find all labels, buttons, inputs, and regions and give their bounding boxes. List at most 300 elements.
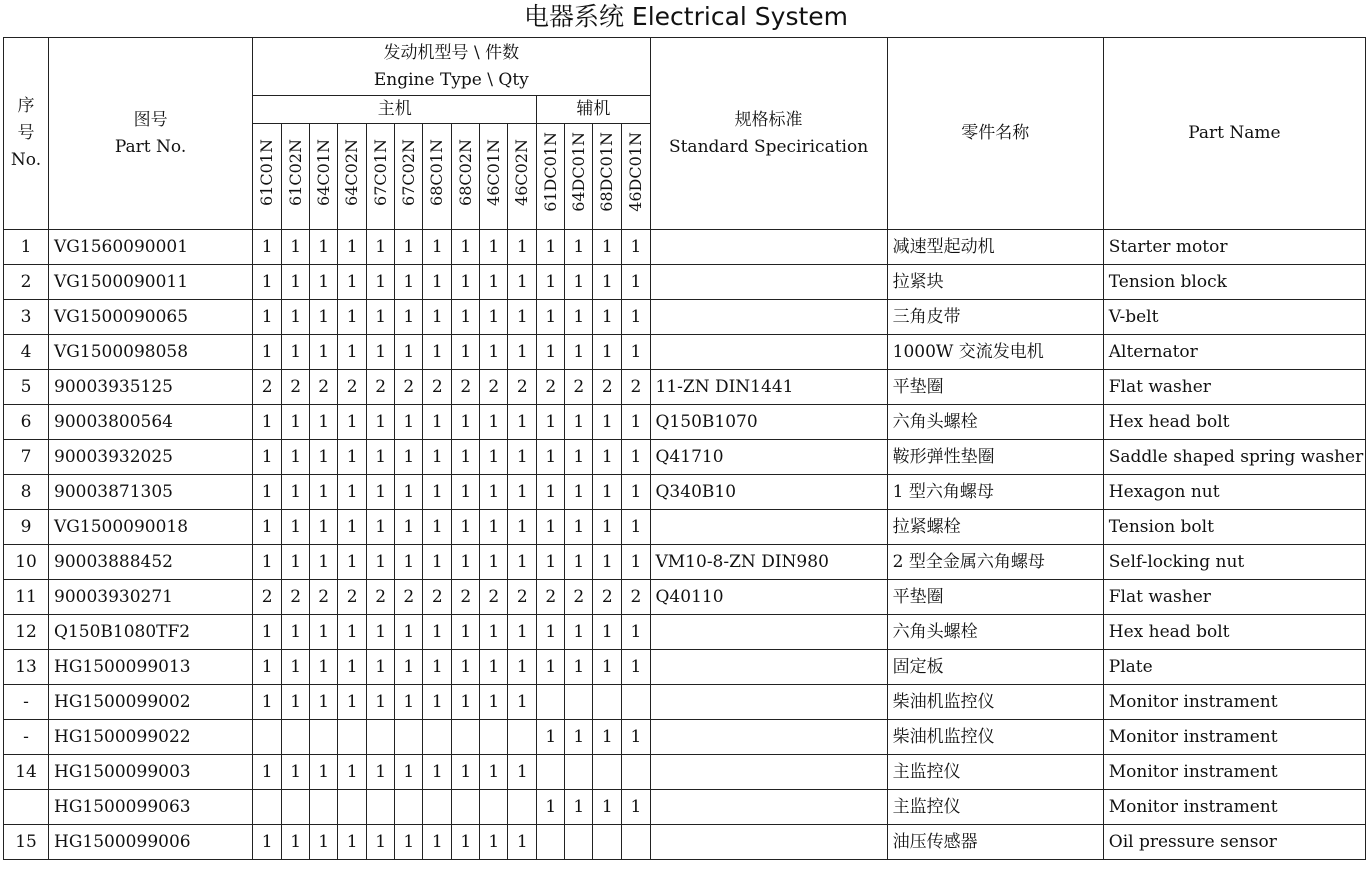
cell-qty: 2 (622, 580, 650, 615)
header-part-no-cn: 图号 (133, 109, 168, 130)
cell-qty: 1 (395, 615, 423, 650)
header-seq-en: No. (10, 150, 42, 170)
cell-qty: 1 (508, 335, 537, 370)
cell-part-no: HG1500099013 (49, 650, 253, 685)
cell-qty: 1 (423, 825, 452, 860)
cell-qty: 2 (593, 580, 622, 615)
header-spec-cn: 规格标准 (734, 109, 803, 130)
cell-qty: 1 (282, 300, 310, 335)
engine-code-label: 46C02N (512, 138, 532, 206)
cell-qty: 1 (593, 720, 622, 755)
cell-part-no: VG1500090011 (49, 265, 253, 300)
cell-qty: 1 (452, 300, 480, 335)
cell-qty: 1 (452, 230, 480, 265)
cell-qty: 1 (593, 475, 622, 510)
cell-qty: 1 (338, 825, 367, 860)
cell-part-no: HG1500099022 (49, 720, 253, 755)
cell-qty: 1 (565, 790, 593, 825)
cell-qty: 2 (537, 370, 565, 405)
cell-qty: 1 (480, 230, 508, 265)
cell-qty: 1 (593, 615, 622, 650)
cell-qty: 1 (452, 650, 480, 685)
cell-qty: 1 (593, 405, 622, 440)
header-part-no (49, 38, 253, 230)
cell-spec: 11-ZN DIN1441 (650, 370, 887, 405)
cell-qty: 1 (537, 545, 565, 580)
cell-qty: 2 (537, 580, 565, 615)
cell-qty: 1 (480, 405, 508, 440)
cell-qty: 2 (338, 370, 367, 405)
cell-qty: 2 (395, 580, 423, 615)
cell-qty: 1 (622, 405, 650, 440)
engine-code-header (593, 124, 622, 230)
cell-name-en: Monitor instrament (1103, 685, 1365, 720)
cell-qty: 1 (367, 475, 395, 510)
cell-qty: 1 (310, 265, 338, 300)
cell-qty: 1 (452, 545, 480, 580)
cell-qty (537, 825, 565, 860)
cell-qty (622, 755, 650, 790)
header-engine-en: Engine Type \ Qty (373, 69, 529, 90)
cell-part-no: VG1500098058 (49, 335, 253, 370)
header-spec (650, 38, 887, 230)
table-row (4, 790, 1366, 825)
cell-qty: 1 (367, 440, 395, 475)
engine-code-header (622, 124, 650, 230)
cell-qty (537, 685, 565, 720)
cell-qty: 1 (480, 300, 508, 335)
cell-qty: 1 (367, 510, 395, 545)
table-row (4, 370, 1366, 405)
cell-qty: 1 (480, 335, 508, 370)
cell-qty: 1 (338, 475, 367, 510)
cell-qty: 2 (423, 580, 452, 615)
cell-qty: 1 (395, 265, 423, 300)
cell-qty (508, 790, 537, 825)
cell-qty: 1 (565, 545, 593, 580)
cell-part-no: 90003888452 (49, 545, 253, 580)
cell-qty: 1 (253, 440, 282, 475)
table-row (4, 580, 1366, 615)
cell-qty: 1 (537, 335, 565, 370)
cell-qty: 1 (282, 335, 310, 370)
cell-qty: 1 (338, 615, 367, 650)
cell-qty (537, 755, 565, 790)
cell-qty: 2 (253, 580, 282, 615)
cell-qty: 1 (565, 510, 593, 545)
cell-qty: 2 (282, 370, 310, 405)
cell-qty: 1 (338, 685, 367, 720)
cell-name-en: Monitor instrament (1103, 720, 1365, 755)
cell-name-en: Oil pressure sensor (1103, 825, 1365, 860)
cell-qty (565, 685, 593, 720)
cell-qty: 1 (593, 510, 622, 545)
cell-qty: 1 (622, 440, 650, 475)
cell-name-en: V-belt (1103, 300, 1365, 335)
cell-qty: 1 (452, 825, 480, 860)
cell-qty: 1 (537, 720, 565, 755)
cell-qty: 1 (537, 440, 565, 475)
cell-qty: 1 (537, 475, 565, 510)
cell-qty (622, 685, 650, 720)
cell-qty (622, 825, 650, 860)
cell-qty: 1 (282, 475, 310, 510)
cell-part-no: HG1500099003 (49, 755, 253, 790)
cell-name-cn: 三角皮带 (887, 300, 1103, 335)
cell-name-en: Flat washer (1103, 370, 1365, 405)
cell-qty: 1 (537, 405, 565, 440)
engine-code-label: 61C01N (257, 138, 277, 206)
cell-qty: 1 (452, 265, 480, 300)
cell-qty: 2 (480, 370, 508, 405)
cell-name-cn: 六角头螺栓 (887, 615, 1103, 650)
cell-qty: 1 (282, 825, 310, 860)
cell-qty: 1 (452, 440, 480, 475)
cell-qty: 1 (622, 545, 650, 580)
cell-seq: 1 (4, 230, 49, 265)
cell-qty (338, 790, 367, 825)
cell-qty: 1 (253, 475, 282, 510)
cell-qty: 1 (282, 755, 310, 790)
table-row (4, 475, 1366, 510)
table-row (4, 685, 1366, 720)
cell-qty: 1 (537, 790, 565, 825)
cell-qty: 1 (537, 510, 565, 545)
cell-qty (593, 755, 622, 790)
cell-spec: Q340B10 (650, 475, 887, 510)
cell-qty: 1 (367, 405, 395, 440)
cell-spec (650, 335, 887, 370)
engine-code-header (253, 124, 282, 230)
cell-qty: 1 (480, 475, 508, 510)
cell-qty: 1 (282, 265, 310, 300)
cell-seq: 3 (4, 300, 49, 335)
header-aux-group: 辅机 (537, 96, 650, 124)
cell-qty: 1 (565, 440, 593, 475)
cell-name-en: Alternator (1103, 335, 1365, 370)
header-name-cn: 零件名称 (887, 38, 1103, 230)
cell-qty: 1 (253, 230, 282, 265)
cell-name-en: Hex head bolt (1103, 405, 1365, 440)
cell-qty: 1 (338, 755, 367, 790)
cell-name-cn: 固定板 (887, 650, 1103, 685)
cell-qty: 1 (508, 755, 537, 790)
cell-qty: 1 (282, 440, 310, 475)
cell-part-no: VG1560090001 (49, 230, 253, 265)
cell-qty: 1 (622, 650, 650, 685)
cell-name-cn: 油压传感器 (887, 825, 1103, 860)
cell-qty: 1 (367, 265, 395, 300)
cell-qty: 1 (367, 300, 395, 335)
header-spec-en: Standard Specirication (668, 136, 869, 157)
cell-qty: 1 (423, 405, 452, 440)
cell-qty: 1 (310, 475, 338, 510)
cell-qty (565, 755, 593, 790)
cell-qty: 1 (282, 230, 310, 265)
cell-spec: Q150B1070 (650, 405, 887, 440)
cell-name-en: Tension bolt (1103, 510, 1365, 545)
engine-code-header (338, 124, 367, 230)
cell-spec (650, 300, 887, 335)
engine-code-header (452, 124, 480, 230)
cell-spec (650, 755, 887, 790)
cell-spec (650, 230, 887, 265)
engine-code-label: 64DC01N (568, 132, 588, 212)
cell-qty: 1 (282, 405, 310, 440)
cell-qty: 1 (367, 650, 395, 685)
cell-name-en: Hex head bolt (1103, 615, 1365, 650)
engine-code-header (310, 124, 338, 230)
cell-qty: 1 (452, 755, 480, 790)
cell-qty: 1 (622, 300, 650, 335)
header-name-en: Part Name (1103, 38, 1365, 230)
header-engine-cn: 发动机型号 \ 件数 (383, 42, 520, 63)
cell-qty: 1 (282, 685, 310, 720)
cell-spec (650, 265, 887, 300)
cell-qty: 1 (338, 650, 367, 685)
engine-code-header (282, 124, 310, 230)
cell-qty (395, 790, 423, 825)
cell-seq: 2 (4, 265, 49, 300)
engine-code-label: 61C02N (285, 138, 305, 206)
cell-seq: 8 (4, 475, 49, 510)
engine-code-label: 68DC01N (597, 132, 617, 212)
cell-seq: 15 (4, 825, 49, 860)
cell-qty: 1 (480, 615, 508, 650)
table-row (4, 825, 1366, 860)
cell-name-cn: 六角头螺栓 (887, 405, 1103, 440)
cell-qty (253, 720, 282, 755)
cell-qty: 2 (622, 370, 650, 405)
header-main-group: 主机 (253, 96, 537, 124)
cell-part-no: HG1500099006 (49, 825, 253, 860)
cell-part-no: 90003800564 (49, 405, 253, 440)
cell-qty: 1 (480, 510, 508, 545)
cell-qty: 2 (452, 370, 480, 405)
cell-qty: 1 (395, 650, 423, 685)
cell-qty (310, 720, 338, 755)
cell-name-cn: 主监控仪 (887, 755, 1103, 790)
cell-qty: 1 (282, 650, 310, 685)
cell-seq (4, 790, 49, 825)
cell-qty: 1 (508, 265, 537, 300)
cell-spec: VM10-8-ZN DIN980 (650, 545, 887, 580)
cell-seq: 5 (4, 370, 49, 405)
cell-name-en: Hexagon nut (1103, 475, 1365, 510)
cell-qty: 1 (423, 230, 452, 265)
cell-qty: 1 (367, 685, 395, 720)
cell-qty: 1 (395, 685, 423, 720)
cell-qty: 1 (395, 475, 423, 510)
cell-qty: 1 (395, 755, 423, 790)
cell-qty: 1 (395, 510, 423, 545)
cell-qty: 1 (508, 405, 537, 440)
cell-qty (423, 790, 452, 825)
cell-qty: 1 (253, 615, 282, 650)
cell-name-en: Self-locking nut (1103, 545, 1365, 580)
cell-qty: 1 (338, 440, 367, 475)
cell-seq: 7 (4, 440, 49, 475)
engine-code-header (423, 124, 452, 230)
cell-qty: 2 (310, 580, 338, 615)
cell-name-cn: 鞍形弹性垫圈 (887, 440, 1103, 475)
cell-qty: 1 (537, 615, 565, 650)
cell-qty: 1 (423, 265, 452, 300)
cell-qty: 1 (622, 720, 650, 755)
cell-qty: 1 (367, 755, 395, 790)
cell-qty: 2 (452, 580, 480, 615)
header-part-no-en: Part No. (114, 136, 187, 157)
cell-qty: 1 (423, 615, 452, 650)
cell-qty (452, 790, 480, 825)
cell-qty (310, 790, 338, 825)
cell-qty: 1 (423, 300, 452, 335)
cell-name-cn: 减速型起动机 (887, 230, 1103, 265)
engine-code-label: 68C02N (455, 138, 475, 206)
cell-qty (253, 790, 282, 825)
header-seq (4, 38, 49, 230)
engine-code-header (395, 124, 423, 230)
engine-code-label: 64C02N (342, 138, 362, 206)
cell-qty: 1 (310, 300, 338, 335)
cell-qty (338, 720, 367, 755)
cell-spec (650, 825, 887, 860)
cell-name-en: Monitor instrament (1103, 790, 1365, 825)
cell-qty: 1 (622, 510, 650, 545)
cell-qty: 2 (508, 370, 537, 405)
cell-qty: 1 (338, 545, 367, 580)
cell-qty: 1 (367, 335, 395, 370)
cell-spec (650, 510, 887, 545)
cell-qty: 1 (537, 265, 565, 300)
cell-qty: 1 (537, 300, 565, 335)
cell-qty (282, 790, 310, 825)
cell-name-cn: 主监控仪 (887, 790, 1103, 825)
cell-qty: 1 (593, 265, 622, 300)
cell-qty: 1 (338, 335, 367, 370)
cell-qty (480, 720, 508, 755)
cell-name-en: Tension block (1103, 265, 1365, 300)
cell-spec (650, 650, 887, 685)
cell-qty: 1 (480, 440, 508, 475)
cell-qty: 2 (508, 580, 537, 615)
cell-qty: 2 (423, 370, 452, 405)
cell-qty: 1 (253, 685, 282, 720)
header-engine-type (253, 38, 650, 96)
cell-qty (452, 720, 480, 755)
cell-seq: 4 (4, 335, 49, 370)
cell-qty: 1 (310, 825, 338, 860)
header-seq-cn2: 号 (17, 123, 35, 143)
cell-qty: 1 (565, 405, 593, 440)
table-row (4, 405, 1366, 440)
cell-qty: 2 (282, 580, 310, 615)
cell-spec: Q41710 (650, 440, 887, 475)
cell-qty: 1 (423, 545, 452, 580)
cell-qty: 1 (310, 615, 338, 650)
cell-qty (367, 790, 395, 825)
table-row (4, 335, 1366, 370)
cell-qty: 1 (508, 510, 537, 545)
cell-qty: 1 (338, 510, 367, 545)
cell-qty: 1 (537, 650, 565, 685)
cell-qty: 2 (367, 580, 395, 615)
table-row (4, 265, 1366, 300)
cell-seq: 14 (4, 755, 49, 790)
cell-qty: 1 (253, 755, 282, 790)
cell-qty: 1 (310, 545, 338, 580)
cell-qty: 1 (480, 825, 508, 860)
engine-code-label: 68C01N (427, 138, 447, 206)
table-row (4, 720, 1366, 755)
cell-spec (650, 685, 887, 720)
cell-qty (593, 825, 622, 860)
cell-qty (480, 790, 508, 825)
cell-name-cn: 1000W 交流发电机 (887, 335, 1103, 370)
engine-code-header (480, 124, 508, 230)
cell-qty: 1 (367, 615, 395, 650)
cell-seq: - (4, 685, 49, 720)
cell-qty: 1 (593, 230, 622, 265)
cell-seq: 6 (4, 405, 49, 440)
cell-qty: 1 (253, 510, 282, 545)
cell-seq: 9 (4, 510, 49, 545)
engine-code-header (508, 124, 537, 230)
cell-name-cn: 1 型六角螺母 (887, 475, 1103, 510)
cell-qty: 1 (338, 405, 367, 440)
cell-qty: 2 (253, 370, 282, 405)
cell-name-en: Monitor instrament (1103, 755, 1365, 790)
engine-code-header (537, 124, 565, 230)
cell-qty (282, 720, 310, 755)
cell-qty: 1 (423, 685, 452, 720)
cell-qty: 1 (367, 230, 395, 265)
cell-qty (367, 720, 395, 755)
cell-qty: 1 (452, 405, 480, 440)
engine-code-label: 61DC01N (540, 132, 560, 212)
cell-qty (395, 720, 423, 755)
cell-qty: 1 (423, 510, 452, 545)
cell-qty: 1 (565, 230, 593, 265)
cell-qty: 1 (310, 230, 338, 265)
cell-part-no: 90003871305 (49, 475, 253, 510)
cell-qty: 1 (253, 265, 282, 300)
cell-qty: 1 (282, 615, 310, 650)
cell-name-en: Saddle shaped spring washer (1103, 440, 1365, 475)
cell-qty: 1 (508, 685, 537, 720)
cell-qty: 1 (253, 650, 282, 685)
cell-qty: 1 (537, 230, 565, 265)
table-row (4, 615, 1366, 650)
cell-qty (508, 720, 537, 755)
table-row (4, 650, 1366, 685)
cell-qty: 1 (282, 510, 310, 545)
cell-qty: 1 (395, 405, 423, 440)
cell-qty: 2 (565, 370, 593, 405)
cell-name-cn: 柴油机监控仪 (887, 685, 1103, 720)
cell-seq: 12 (4, 615, 49, 650)
cell-part-no: 90003930271 (49, 580, 253, 615)
cell-qty (565, 825, 593, 860)
cell-qty: 1 (593, 440, 622, 475)
cell-part-no: HG1500099002 (49, 685, 253, 720)
cell-qty: 1 (452, 615, 480, 650)
cell-qty (423, 720, 452, 755)
cell-name-cn: 平垫圈 (887, 580, 1103, 615)
cell-qty: 1 (480, 650, 508, 685)
cell-seq: - (4, 720, 49, 755)
cell-qty: 1 (593, 650, 622, 685)
